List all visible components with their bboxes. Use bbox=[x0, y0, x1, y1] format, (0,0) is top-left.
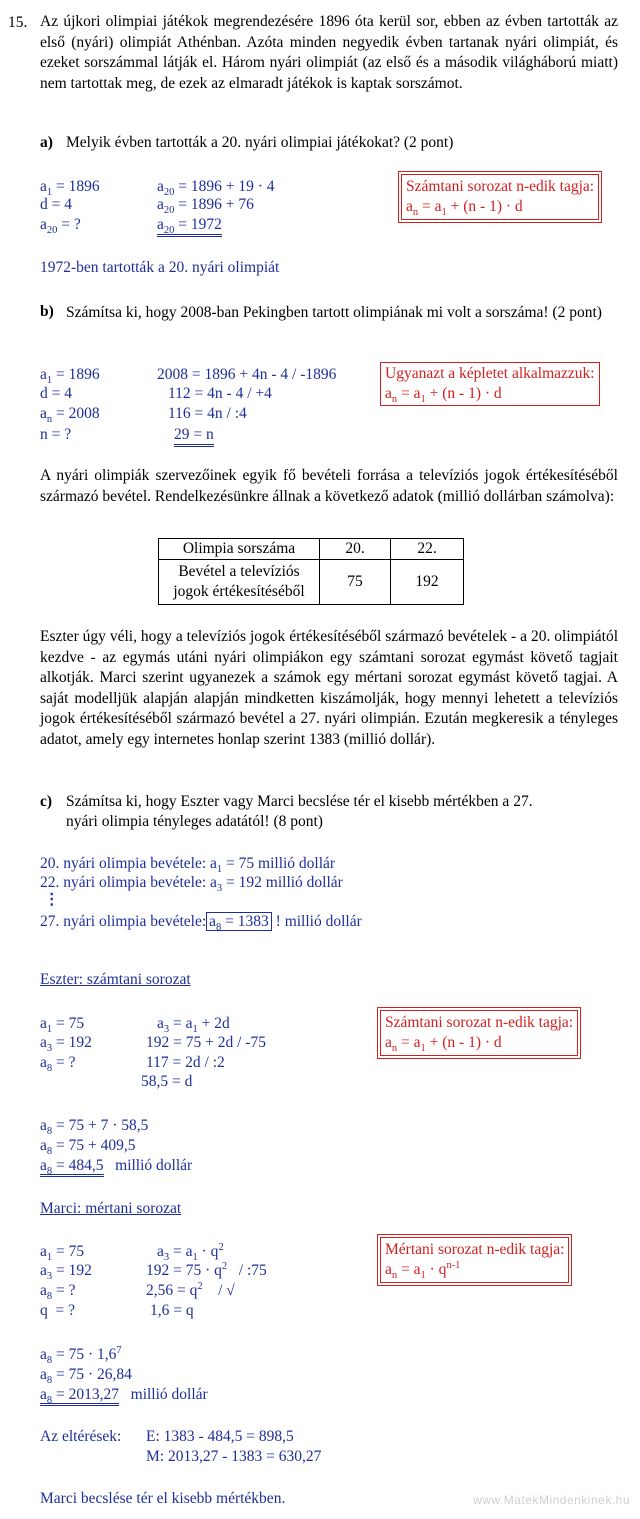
watermark: www.MatekMindenkinek.hu bbox=[473, 1493, 630, 1507]
actual-value-box: $a_8 = 1383$ bbox=[206, 912, 272, 931]
part-b-label: b) bbox=[40, 303, 54, 320]
part-c-question-2: nyári olimpia tényleges adatától! (8 pont) bbox=[66, 813, 323, 830]
formula-box-geometric: Mértani sorozat n-edik tagja: $a_n = a_1 \cdot q^{n-1}$ bbox=[380, 1237, 569, 1283]
formula-box-title: Számtani sorozat n-edik tagja: bbox=[406, 178, 595, 195]
formula-box-arithmetic bbox=[401, 174, 599, 220]
part-c-question-1: Számítsa ki, hogy Eszter vagy Marci becslése tér el kisebb mértékben a 27. bbox=[66, 793, 533, 810]
problem-number: 15. bbox=[8, 14, 28, 31]
part-a-question: Melyik évben tartották a 20. nyári olimpiai játékokat? (2 pont) bbox=[66, 134, 454, 151]
formula-box-arithmetic-2: Számtani sorozat n-edik tagja: $a_n = a_1 + (n - 1) \cdot d$ bbox=[380, 1010, 578, 1056]
table-row: Olimpia sorszáma 20. 22. bbox=[159, 539, 464, 560]
formula-box-same: Ugyanazt a képletet alkalmazzuk: $a_n = a_1 + (n - 1) \cdot d$ bbox=[380, 362, 600, 406]
part-c-label: c) bbox=[40, 793, 53, 810]
revenue-table bbox=[158, 538, 464, 605]
part-a-answer: 1972-ben tartották a 20. nyári olimpiát bbox=[40, 259, 280, 276]
part-a-label: a) bbox=[40, 134, 53, 151]
table-row: Bevétel a televíziós jogok értékesítéséből 75 192 bbox=[159, 560, 464, 605]
scenario-text: Eszter úgy véli, hogy a televíziós jogok értékesítéséből származó bevételek - a 20. olimpiától kezdve - az egymás utáni nyári olimpiákon egy számtani sorozat egymást követő tagjait alkotják. Marci szerint ugyanezek a számok egy mértani sorozat egymást követő tagjai. A saját modelljük alapján alapján mindketten kiszámolják, hogy mennyi lehetett a televíziós jogok értékesítéséből származó bevétel a 27. nyári olimpián. Ezután megkeresik a tényleges adatot, amely egy internetes honlap szerint 1383 (millió dollár). bbox=[40, 628, 618, 748]
conclusion: Marci becslése tér el kisebb mértékben. bbox=[40, 1490, 286, 1507]
eszter-heading: Eszter: számtani sorozat bbox=[40, 971, 191, 988]
tv-intro: A nyári olimpiák szervezőinek egyik fő bevételi forrása a televíziós jogok értékesítéséből származó bevétel. Rendelkezésünkre állnak a következő adatok (millió dollárban számolva): bbox=[40, 467, 618, 505]
problem-intro: Az újkori olimpiai játékok megrendezésére 1896 óta kerül sor, ebben az évben tartották az első (nyári) olimpiát Athénban. Azóta minden negyedik évben tartanak nyári olimpiát, és ezeket sorszámmal látják el. Három nyári olimpiát (az első és a második világháború miatt) nem tartottak meg, de ezek az elmaradt játékok is kaptak sorszámot. bbox=[40, 13, 618, 92]
formula-box-formula: $a_n = a_1 + (n - 1) \cdot d$ bbox=[406, 198, 523, 218]
marci-heading: Marci: mértani sorozat bbox=[40, 1200, 182, 1217]
part-b-question: Számítsa ki, hogy 2008-ban Pekingben tartott olimpiának mi volt a sorszáma! (2 pont) bbox=[66, 304, 602, 321]
